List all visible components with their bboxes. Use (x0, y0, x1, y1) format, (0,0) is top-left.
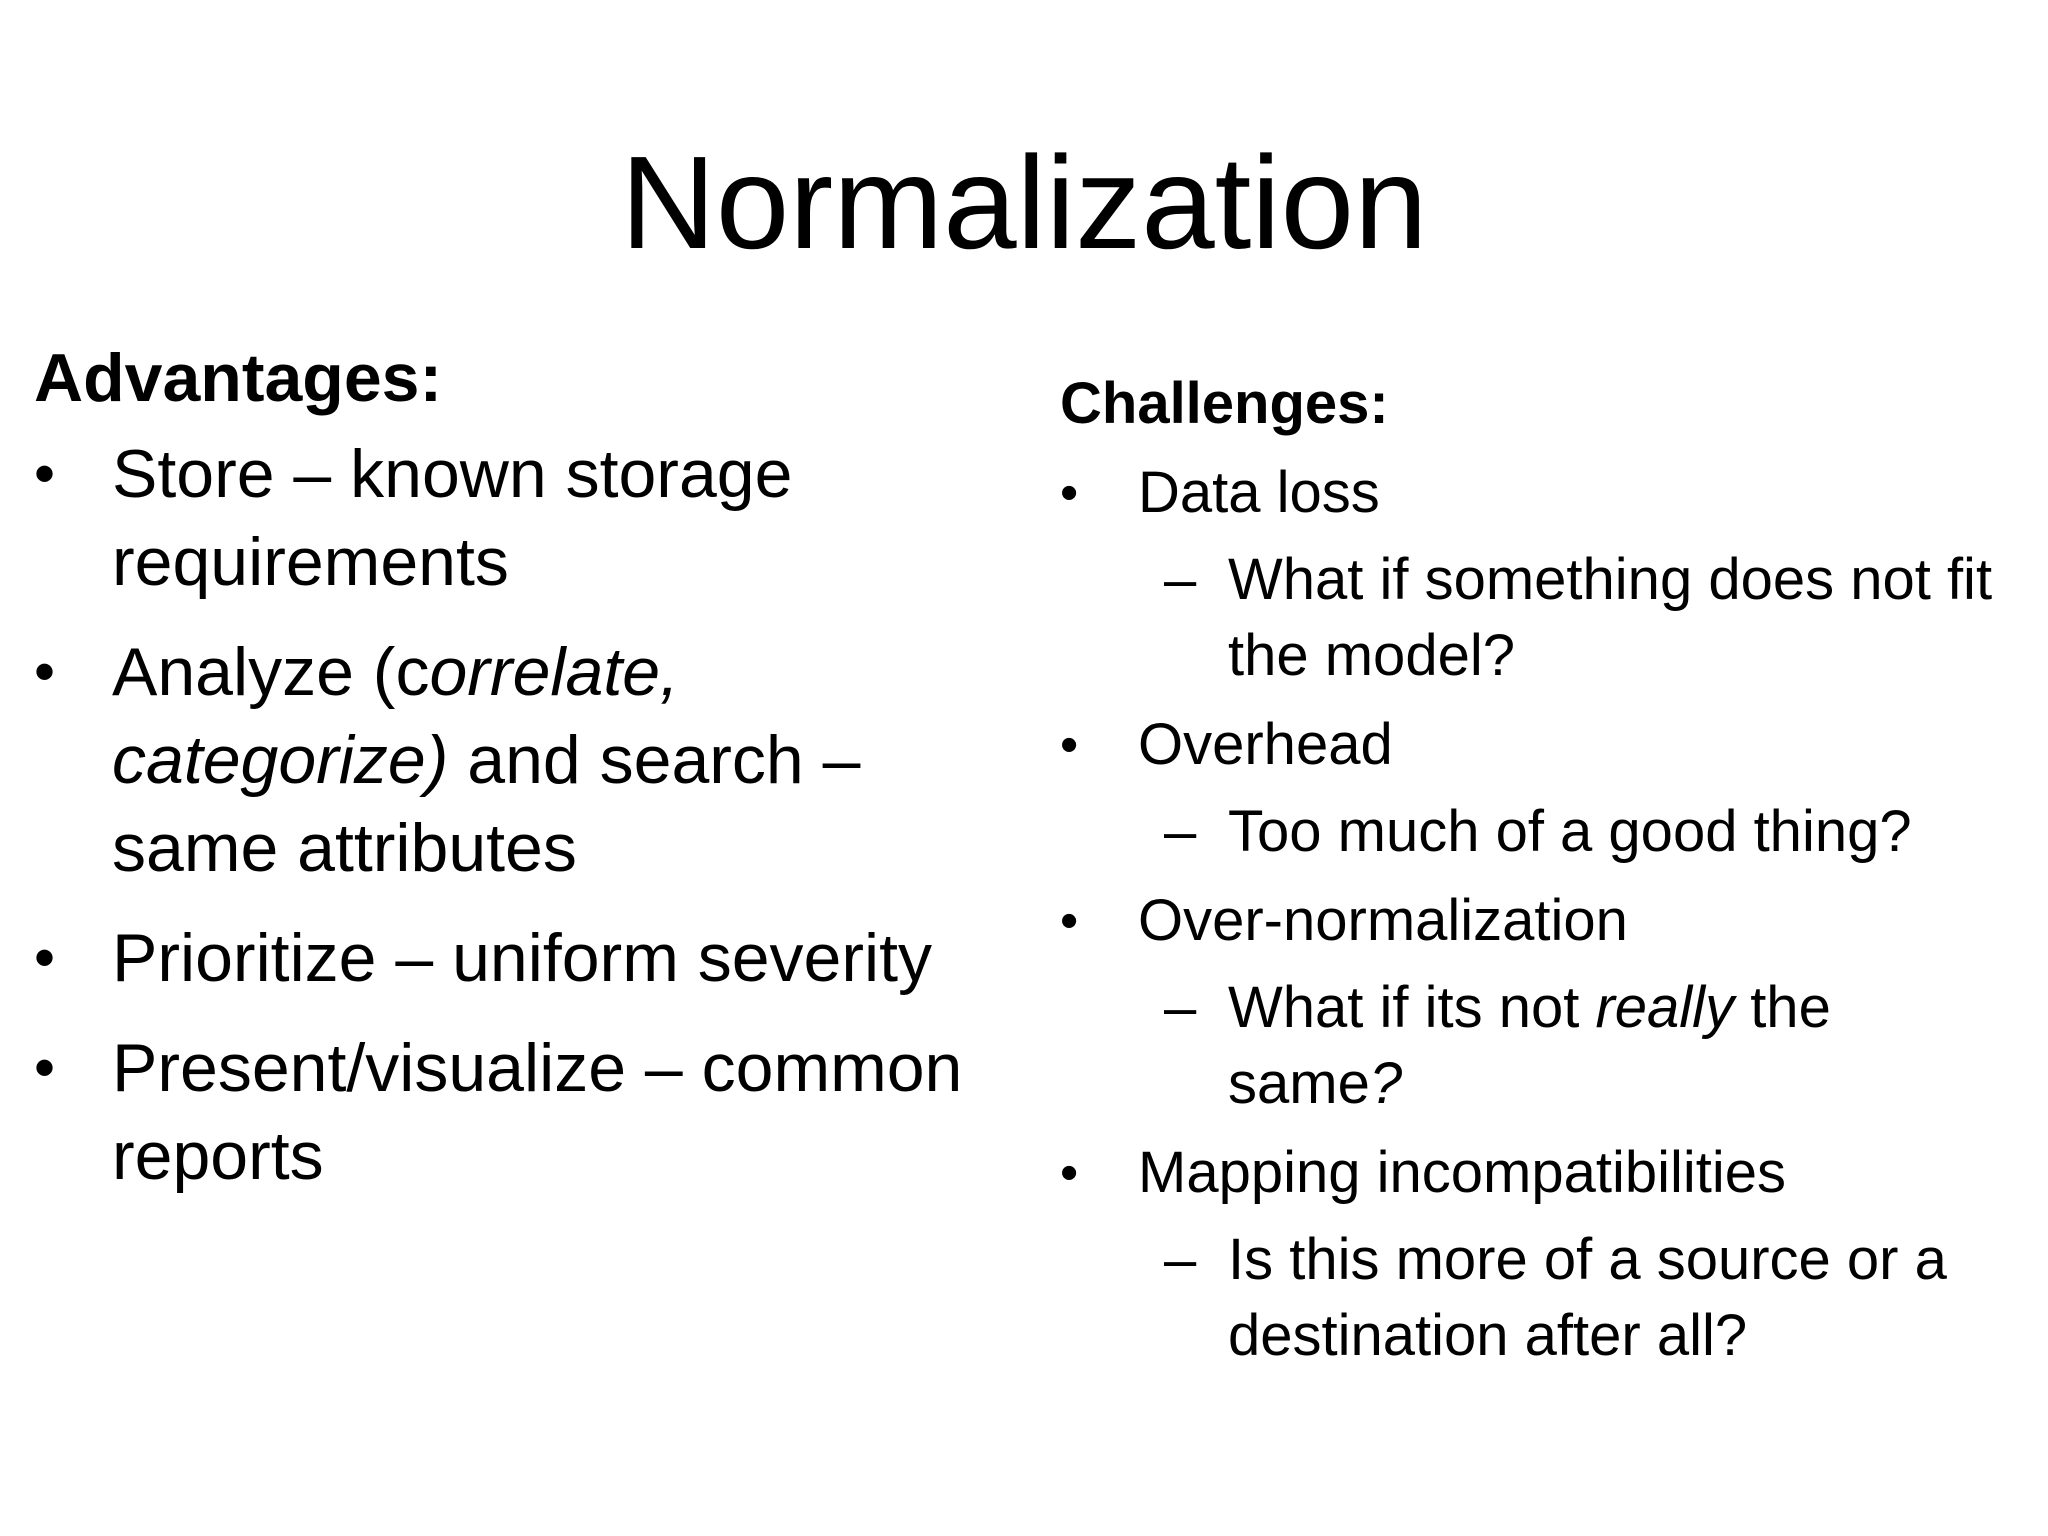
challenge-subpoint (1060, 1222, 2020, 1374)
dash-icon: – (1164, 1227, 1197, 1292)
challenge-label-row (1060, 884, 2020, 958)
text-run: Analyze (c (112, 634, 430, 710)
challenge-label-row (1060, 1136, 2020, 1210)
challenge-label-row (1060, 708, 2020, 782)
advantages-item-text (112, 436, 792, 600)
slide-title: Normalization (620, 129, 1428, 276)
challenges-item (1060, 884, 2020, 1122)
challenge-label: Overhead (1138, 712, 1393, 777)
text-run: ? (1369, 1051, 1403, 1116)
challenge-subpoint-text (1228, 547, 1992, 688)
text-run: really (1595, 975, 1735, 1040)
challenge-label: Over-normalization (1138, 888, 1628, 953)
advantages-item (34, 430, 1014, 606)
advantages-item-text (112, 1030, 962, 1194)
dash-icon: – (1164, 799, 1197, 864)
challenges-item (1060, 708, 2020, 870)
text-run: Prioritize – uniform severity (112, 920, 933, 996)
text-run: orrelate, categorize) (112, 634, 679, 798)
text-run: What if something does not fit the model? (1228, 547, 1993, 688)
advantages-list (34, 430, 1014, 1200)
text-run: Present/visualize – common reports (112, 1030, 963, 1194)
text-run: and search – same attributes (112, 722, 861, 886)
challenges-section (1060, 368, 2020, 1388)
challenges-heading: Challenges: (1060, 371, 1389, 436)
advantages-section (34, 332, 1014, 1222)
bullet-icon: • (1060, 892, 1079, 950)
dash-icon: – (1164, 547, 1197, 612)
challenge-subpoint-text (1228, 975, 1831, 1116)
bullet-icon: • (34, 1034, 56, 1101)
bullet-icon: • (1060, 1144, 1079, 1202)
challenges-item (1060, 1136, 2020, 1374)
text-run: Is this more of a source or a destination after all? (1228, 1227, 1947, 1368)
bullet-icon: • (1060, 716, 1079, 774)
advantages-heading: Advantages: (34, 340, 443, 416)
challenge-subpoint (1060, 542, 2020, 694)
challenge-label-row (1060, 456, 2020, 530)
advantages-item (34, 914, 1014, 1002)
challenge-subpoint-text (1228, 799, 1912, 864)
challenges-list (1060, 456, 2020, 1374)
advantages-item-text (112, 634, 860, 886)
text-run: Store – known storage requirements (112, 436, 793, 600)
advantages-item (34, 628, 1014, 892)
text-run: Too much of a good thing? (1228, 799, 1912, 864)
text-run: the same (1228, 975, 1831, 1116)
text-run: What if its not (1228, 975, 1596, 1040)
challenge-label: Mapping incompatibilities (1138, 1140, 1786, 1205)
challenge-label: Data loss (1138, 460, 1380, 525)
challenge-subpoint (1060, 794, 2020, 870)
challenges-item (1060, 456, 2020, 694)
dash-icon: – (1164, 975, 1197, 1040)
advantages-item-text (112, 920, 932, 996)
bullet-icon: • (1060, 464, 1079, 522)
bullet-icon: • (34, 638, 56, 705)
bullet-icon: • (34, 440, 56, 507)
advantages-item (34, 1024, 1014, 1200)
challenge-subpoint-text (1228, 1227, 1947, 1368)
challenge-subpoint (1060, 970, 2020, 1122)
bullet-icon: • (34, 924, 56, 991)
